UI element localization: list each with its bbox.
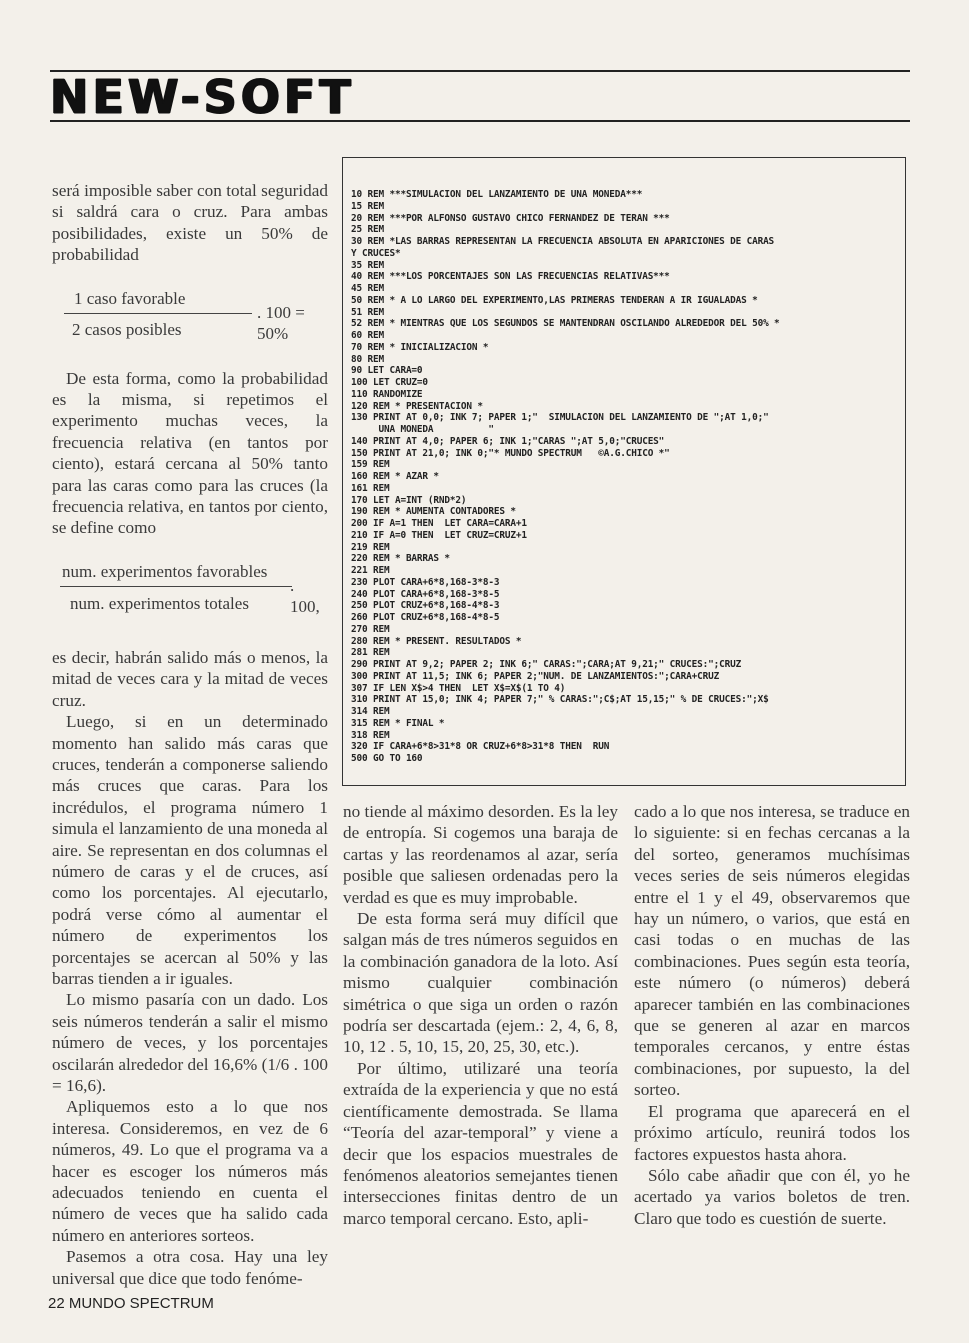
paragraph: no tiende al máximo desorden. Es la ley de entropía. Si cogemos una baraja de cartas y las reordenamos al azar, sería posible que saliesen ordenadas pero la verdad es que es muy improbable. [343, 802, 618, 907]
code-line: 50 REM * A LO LARGO DEL EXPERIMENTO,LAS PRIMERAS TENDERAN A IR IGUALADAS * [351, 294, 758, 306]
code-line: 314 REM [351, 706, 390, 717]
code-line: 10 REM ***SIMULACION DEL LANZAMIENTO DE UNA MONEDA*** [351, 189, 643, 200]
code-line: 20 REM ***POR ALFONSO GUSTAVO CHICO FERNANDEZ DE TERAN *** [351, 212, 670, 224]
paragraph: El programa que aparecerá en el próximo artículo, reunirá todos los factores expuestos hasta ahora. [634, 1101, 910, 1164]
code-line: 307 IF LEN X$>4 THEN LET X$=X$(1 TO 4) [351, 682, 566, 694]
formula-numerator: num. experimentos favorables [62, 561, 268, 581]
formula-denominator: 2 casos posibles [72, 319, 182, 339]
paragraph: Por último, utilizaré una teoría extraída de la experiencia y que no está científicamente demostrada. Se llama “Teoría del azar-temporal” y viene a decir que los espacios muestrales de fenómenos aleatorios semejantes tienen intersecciones finitas dentro de un marco temporal cercano. Esto, apli- [343, 1058, 618, 1228]
code-line: 25 REM [351, 224, 384, 236]
masthead-title: NEW-SOFT [50, 70, 355, 124]
code-line: 210 IF A=0 THEN LET CRUZ=CRUZ+1 [351, 529, 527, 541]
paragraph: cado a lo que nos interesa, se traduce en lo siguiente: si en fechas cercanas a la del sorteo, generamos muchísimas veces series de seis números elegidas entre el 1 y el 49, observaremos que hay un número, o varios, que está en casi todas o en muchas de las combinaciones. Pues según esta teoría, este número (o números) deberá aparecer también en las combinaciones que se generen al azar en marcos temporales cercanos, y entre éstas combinaciones, por supuesto, la del sorteo. [634, 802, 910, 1100]
fraction-bar [64, 313, 252, 314]
code-line: 219 REM [351, 541, 390, 553]
paragraph: Lo mismo pasaría con un dado. Los seis números tenderán a salir el mismo número de veces, y los porcentajes oscilarán alrededor del 16,6% (1/6 . 100 = 16,6). [52, 990, 328, 1095]
formula-numerator: 1 caso favorable [74, 288, 186, 308]
code-line: 60 REM [351, 330, 384, 341]
code-line: 300 PRINT AT 11,5; INK 6; PAPER 2;"NUM. DE LANZAMIENTOS:";CARA+CRUZ [351, 670, 720, 682]
code-line: Y CRUCES* [351, 247, 401, 259]
code-line: 15 REM [351, 200, 384, 212]
formula-denominator: num. experimentos totales [70, 593, 249, 613]
paragraph: De esta forma será muy difícil que salgan más de tres números seguidos en la combinación ganadora de la loto. Así mismo cualquier combinación simétrica o que siga un orden o razón podría ser descartada (ejem.: 2, 4, 6, 8, 10, 12 . 5, 10, 15, 20, 25, 30, etc.). [343, 909, 618, 1057]
code-line: 250 PLOT CRUZ+6*8,168-4*8-3 [351, 600, 500, 612]
code-line: 140 PRINT AT 4,0; PAPER 6; INK 1;"CARAS ";AT 5,0;"CRUCES" [351, 435, 665, 447]
code-line: 70 REM * INICIALIZACION * [351, 341, 489, 353]
code-line: 51 REM [351, 306, 384, 318]
code-line: 170 LET A=INT (RND*2) [351, 494, 467, 506]
column-1 [52, 180, 328, 1289]
code-line: 240 PLOT CARA+6*8,168-3*8-5 [351, 588, 500, 600]
code-line: 30 REM *LAS BARRAS REPRESENTAN LA FRECUENCIA ABSOLUTA EN APARICIONES DE CARAS [351, 236, 775, 247]
program-listing [351, 189, 901, 765]
code-line: 260 PLOT CRUZ+6*8,168-4*8-5 [351, 612, 500, 623]
code-line: 159 REM [351, 459, 390, 471]
code-line: 230 PLOT CARA+6*8,168-3*8-3 [351, 576, 500, 588]
code-line: 281 REM [351, 647, 390, 659]
code-line: 290 PRINT AT 9,2; PAPER 2; INK 6;" CARAS:";CARA;AT 9,21;" CRUCES:";CRUZ [351, 659, 742, 670]
program-listing-box [342, 157, 906, 786]
column-3 [634, 801, 910, 1229]
probability-formula [52, 288, 328, 348]
paragraph: es decir, habrán salido más o menos, la mitad de veces cara y la mitad de veces cruz. [52, 647, 328, 710]
code-line: 221 REM [351, 565, 390, 576]
paragraph: De esta forma, como la probabilidad es la misma, si repetimos el experimento muchas veces, la frecuencia relativa (en tantos por ciento), estará cercana al 50% tanto para las caras como para las cruces (la frecuencia relativa, en tantos por ciento, se define como [52, 368, 328, 538]
fraction-bar [60, 586, 292, 587]
code-line: 40 REM ***LOS PORCENTAJES SON LAS FRECUENCIAS RELATIVAS*** [351, 271, 670, 283]
code-line: 130 PRINT AT 0,0; INK 7; PAPER 1;" SIMULACION DEL LANZAMIENTO DE ";AT 1,0;" [351, 412, 769, 424]
code-line: 120 REM * PRESENTACION * [351, 400, 483, 412]
formula-result: . 100 = 50% [257, 302, 305, 344]
paragraph: Sólo cabe añadir que con él, yo he acertado ya varios boletos de tren. Claro que todo es cuestión de suerte. [634, 1165, 910, 1228]
paragraph: Pasemos a otra cosa. Hay una ley universal que dice que todo fenóme- [52, 1247, 328, 1288]
code-line: 150 PRINT AT 21,0; INK 0;"* MUNDO SPECTRUM ©A.G.CHICO *" [351, 447, 670, 459]
code-line: 318 REM [351, 729, 390, 741]
masthead-rule-bottom [50, 120, 910, 122]
code-line: 35 REM [351, 259, 384, 271]
code-line: 160 REM * AZAR * [351, 471, 439, 482]
paragraph: Apliquemos esto a lo que nos interesa. Consideremos, en vez de 6 números, 49. Lo que el programa va a hacer es escoger los números más adecuados teniendo en cuenta el número de veces que ha salido cada número en anteriores sorteos. [52, 1097, 328, 1245]
formula-result: . 100, [290, 575, 320, 617]
code-line: 310 PRINT AT 15,0; INK 4; PAPER 7;" % CARAS:";C$;AT 15,15;" % DE CRUCES:";X$ [351, 694, 769, 706]
code-line: 80 REM [351, 353, 384, 365]
code-line: 190 REM * AUMENTA CONTADORES * [351, 506, 516, 518]
code-line: 270 REM [351, 623, 390, 635]
code-line: 90 LET CARA=0 [351, 365, 423, 377]
code-line: 500 GO TO 160 [351, 753, 423, 764]
code-line: 161 REM [351, 482, 390, 494]
code-line: UNA MONEDA " [351, 424, 494, 435]
code-line: 100 LET CRUZ=0 [351, 377, 428, 388]
paragraph: será imposible saber con total seguridad si saldrá cara o cruz. Para ambas posibilidades, existe un 50% de probabilidad [52, 181, 328, 265]
code-line: 110 RANDOMIZE [351, 388, 423, 400]
code-line: 280 REM * PRESENT. RESULTADOS * [351, 635, 522, 647]
code-line: 315 REM * FINAL * [351, 717, 445, 729]
code-line: 45 REM [351, 283, 384, 294]
code-line: 220 REM * BARRAS * [351, 553, 450, 565]
frequency-formula [52, 561, 328, 625]
code-line: 52 REM * MIENTRAS QUE LOS SEGUNDOS SE MANTENDRAN OSCILANDO ALREDEDOR DEL 50% * [351, 318, 780, 330]
page-footer: 22 MUNDO SPECTRUM [48, 1295, 214, 1312]
column-2 [343, 801, 618, 1229]
paragraph: Luego, si en un determinado momento han salido más caras que cruces, tenderán a componerse saliendo más cruces que caras. Para los incrédulos, el programa número 1 simula el lanzamiento de una moneda al aire. Se representan en dos columnas el número de caras y el de cruces, así como los porcentajes. Al ejecutarlo, podrá verse cómo al aumentar el número de experimentos los porcentajes se acercan al 50% y las barras tienden a ir iguales. [52, 712, 328, 988]
masthead [50, 60, 910, 122]
code-line: 200 IF A=1 THEN LET CARA=CARA+1 [351, 518, 527, 529]
code-line: 320 IF CARA+6*8>31*8 OR CRUZ+6*8>31*8 THEN RUN [351, 741, 610, 753]
